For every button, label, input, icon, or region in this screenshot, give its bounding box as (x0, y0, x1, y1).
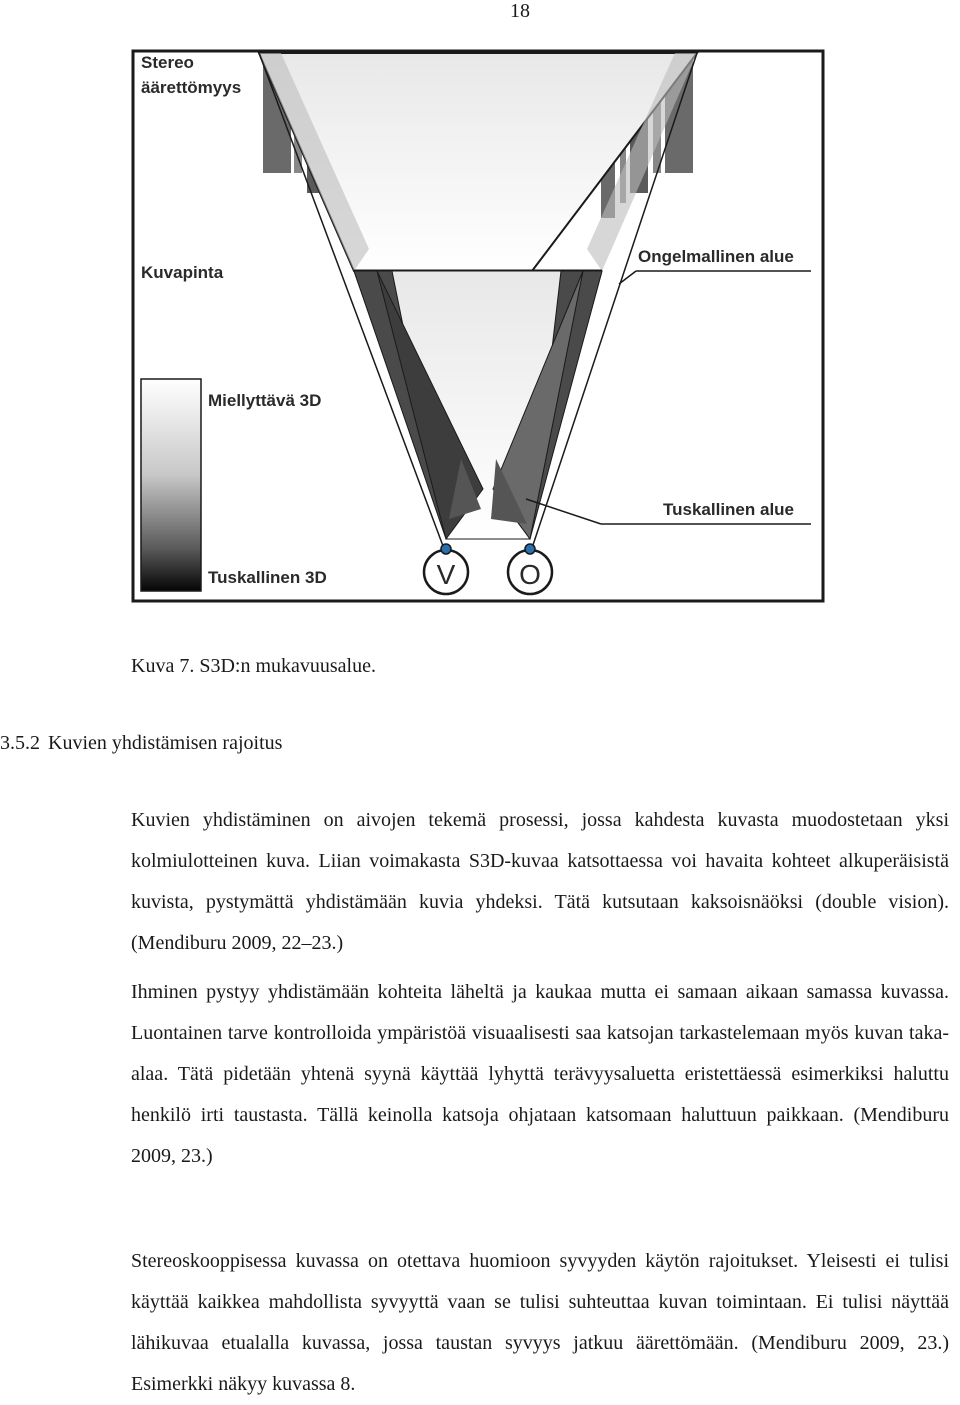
screen-plane-label: Kuvapinta (141, 263, 224, 282)
figure-caption: Kuva 7. S3D:n mukavuusalue. (131, 655, 376, 677)
comfort-zone-diagram (131, 49, 825, 603)
section-title: Kuvien yhdistämisen rajoitus (48, 732, 283, 754)
comfort-zone-figure (131, 49, 825, 603)
paragraph-1: Kuvien yhdistäminen on aivojen tekemä prosessi, jossa kahdesta kuvasta muodostetaan yksi kolmiulotteinen kuva. Liian voimakasta S3D-kuvaa katsottaessa voi havaita kohteet alkuperäisistä kuvista, pystymättä yhdistämään kuvia yhdeksi. Tätä kutsutaan kaksoisnäöksi (double vision). (Mendiburu 2009, 22–23.) (131, 809, 949, 954)
stereo-infinity-label-line2: äärettömyys (141, 78, 242, 97)
paragraph-3: Stereoskooppisessa kuvassa on otettava huomioon syvyyden käytön rajoitukset. Yleisesti ei tulisi käyttää kaikkea mahdollista syvyyttä vaan se tulisi suhteuttaa kuvan toimintaan. Ei tulisi näyttää lähikuvaa etualalla kuvassa, jossa taustan syvyys jatkuu äärettömään. (Mendiburu 2009, 23.) Esimerkki näkyy kuvassa 8. (131, 1250, 949, 1395)
section-heading (0, 732, 282, 755)
problem-area-label: Ongelmallinen alue (638, 247, 794, 266)
page-number: 18 (510, 0, 530, 22)
stereo-infinity-label-line1: Stereo (141, 53, 194, 72)
right-eye-label: O (519, 559, 541, 590)
painful-3d-label: Tuskallinen 3D (208, 568, 327, 587)
painful-area-label: Tuskallinen alue (663, 500, 795, 519)
comfort-gradient-bar (141, 379, 201, 591)
section-number: 3.5.2 (0, 732, 40, 754)
left-eye-label: V (436, 559, 456, 590)
comfortable-3d-label: Miellyttävä 3D (208, 391, 322, 410)
paragraph-2: Ihminen pystyy yhdistämään kohteita läheltä ja kaukaa mutta ei samaan aikaan samassa kuvassa. Luontainen tarve kontrolloida ympäristöä visuaalisesti saa katsojan tarkastelemaan myös kuvan taka-alaa. Tätä pidetään yhtenä syynä käyttää lyhyttä terävyysaluetta eristettäessä esimerkiksi haluttu henkilö irti taustasta. Tällä keinolla katsoja ohjataan katsomaan haluttuun paikkaan. (Mendiburu 2009, 23.) (131, 981, 949, 1167)
